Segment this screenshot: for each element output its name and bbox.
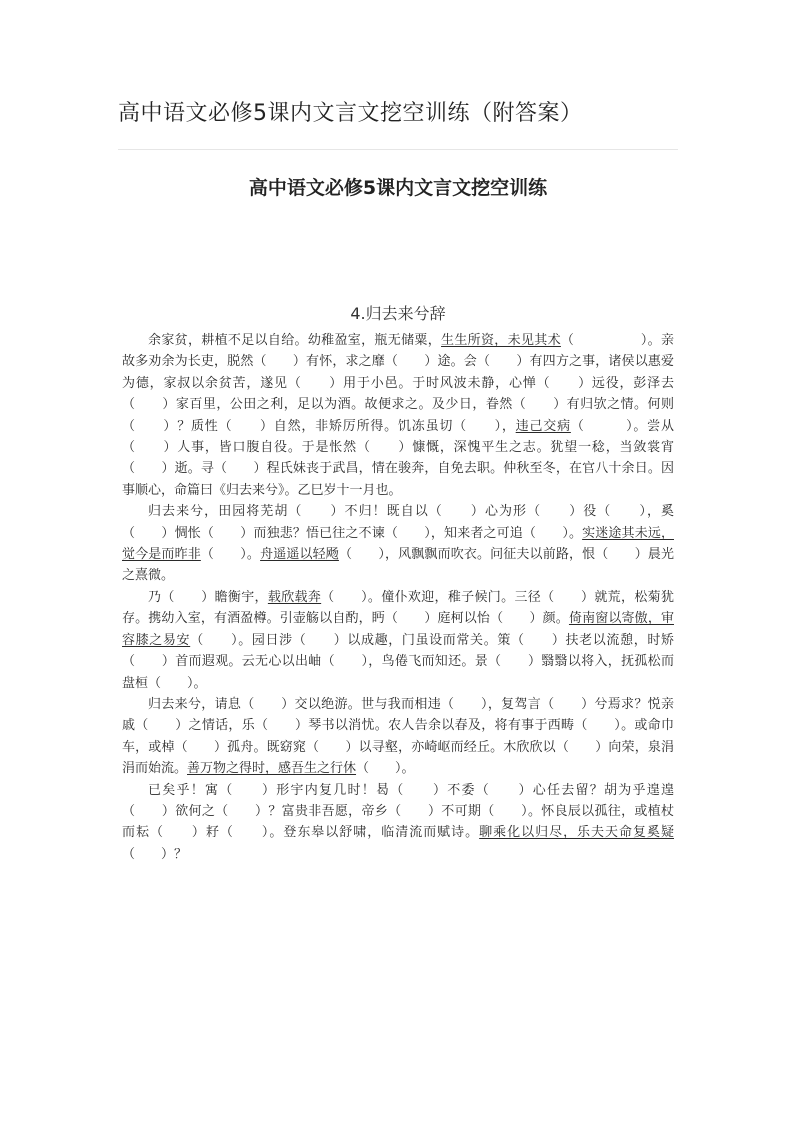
underlined-sentence: 舟遥遥以轻飏: [260, 547, 339, 563]
paragraph-1: [122, 501, 674, 587]
text-run: 已矣乎！寓（ ）形宇内复几时！曷（ ）不委（ ）心任去留？胡为乎遑遑（ ）欲何之（ ）？富贵非吾愿，帝乡（ ）不可期（ ）。怀良辰以孤往，或植杖而耘（ ）耔（ ）。登东皋以舒啸，临清流而赋诗。: [122, 782, 674, 841]
text-run: （ ）。僮仆欢迎，稚子候门。三径（ ）就荒，松菊犹存。携幼入室，有酒盈樽。引壶觞以自酌，眄（ ）庭柯以怡（ ）颜。: [122, 589, 674, 627]
paragraph-preface: [122, 330, 674, 501]
text-run: （ ）。园日涉（ ）以成趣，门虽设而常关。策（ ）扶老以流憩，时矫（ ）首而遐观。云无心以出岫（ ），鸟倦飞而知还。景（ ）翳翳以将入，抚孤松而盘桓（ ）。: [122, 632, 674, 691]
text-run: （ ）。: [200, 547, 261, 563]
text-run: （ ）。尝从（ ）人事，皆口腹自役。于是怅然（ ）慷慨，深愧平生之志。犹望一稔，当敛裳宵（ ）逝。寻（ ）程氏妹丧于武昌，情在骏奔，自免去职。仲秋至冬，在官八十余日。因事顺心，命篇曰《归去来兮》。乙巳岁十一月也。: [122, 418, 674, 498]
paragraph-4: [122, 780, 674, 866]
text-run: （ ）？: [122, 846, 188, 862]
underlined-sentence: 违己交病: [515, 418, 571, 434]
document-title: 高中语文必修5课内文言文挖空训练: [248, 177, 548, 199]
text-run: （ ）。: [356, 761, 415, 777]
underlined-sentence: 生生所资，未见其术: [441, 333, 561, 348]
underlined-sentence: 倚南窗以寄傲，审容膝之易安: [122, 611, 674, 648]
page-heading: 高中语文必修5课内文言文挖空训练（附答案）: [118, 101, 583, 126]
underlined-sentence: 善万物之得时，感吾生之行休: [187, 761, 357, 777]
text-run: 余家贫，耕植不足以自给。幼稚盈室，瓶无储粟，: [148, 333, 442, 348]
paragraph-2: [122, 587, 674, 694]
underlined-sentence: 载欣载奔: [267, 589, 322, 605]
paragraph-3: [122, 694, 674, 780]
text-run: （ ）。亲故多劝余为长吏，脱然（ ）有怀，求之靡（ ）途。会（ ）有四方之事，诸侯以惠爱为德，家叔以余贫苦，遂见（ ）用于小邑。于时风波未静，心惮（ ）远役，彭泽去（ ）家百里，公田之利，足以为酒。故便求之。及少日，眷然（ ）有归欤之情。何则（ ）？质性（ ）自然，非矫厉所得。饥冻虽切（ ），: [122, 333, 674, 434]
underlined-sentence: 聊乘化以归尽，乐夫天命复奚疑: [479, 825, 674, 841]
text-run: 乃（ ）瞻衡宇，: [148, 589, 268, 605]
text-run: 归去来兮，田园将芜胡（ ）不归！既自以（ ）心为形（ ）役（ ），奚（ ）惆怅（ ）而独悲？悟已往之不谏（ ），知来者之可追（ ）。: [122, 504, 674, 541]
header-divider: [118, 149, 678, 150]
lesson-title: 4.归去来兮辞: [350, 304, 446, 323]
underlined-sentence: 实迷途其未远，觉今是而昨非: [122, 525, 674, 563]
text-run: 归去来兮，请息（ ）交以绝游。世与我而相违（ ），复驾言（ ）兮焉求？悦亲戚（ ）之情话，乐（ ）琴书以消忧。农人告余以春及，将有事于西畴（ ）。或命巾车，或棹（ ）孤舟。既窈窕（ ）以寻壑，亦崎岖而经丘。木欣欣以（ ）向荣，泉涓涓而始流。: [122, 696, 674, 777]
text-run: （ ），风飘飘而吹衣。问征夫以前路，恨（ ）晨光之熹微。: [122, 547, 674, 584]
lesson-body: [122, 330, 674, 865]
